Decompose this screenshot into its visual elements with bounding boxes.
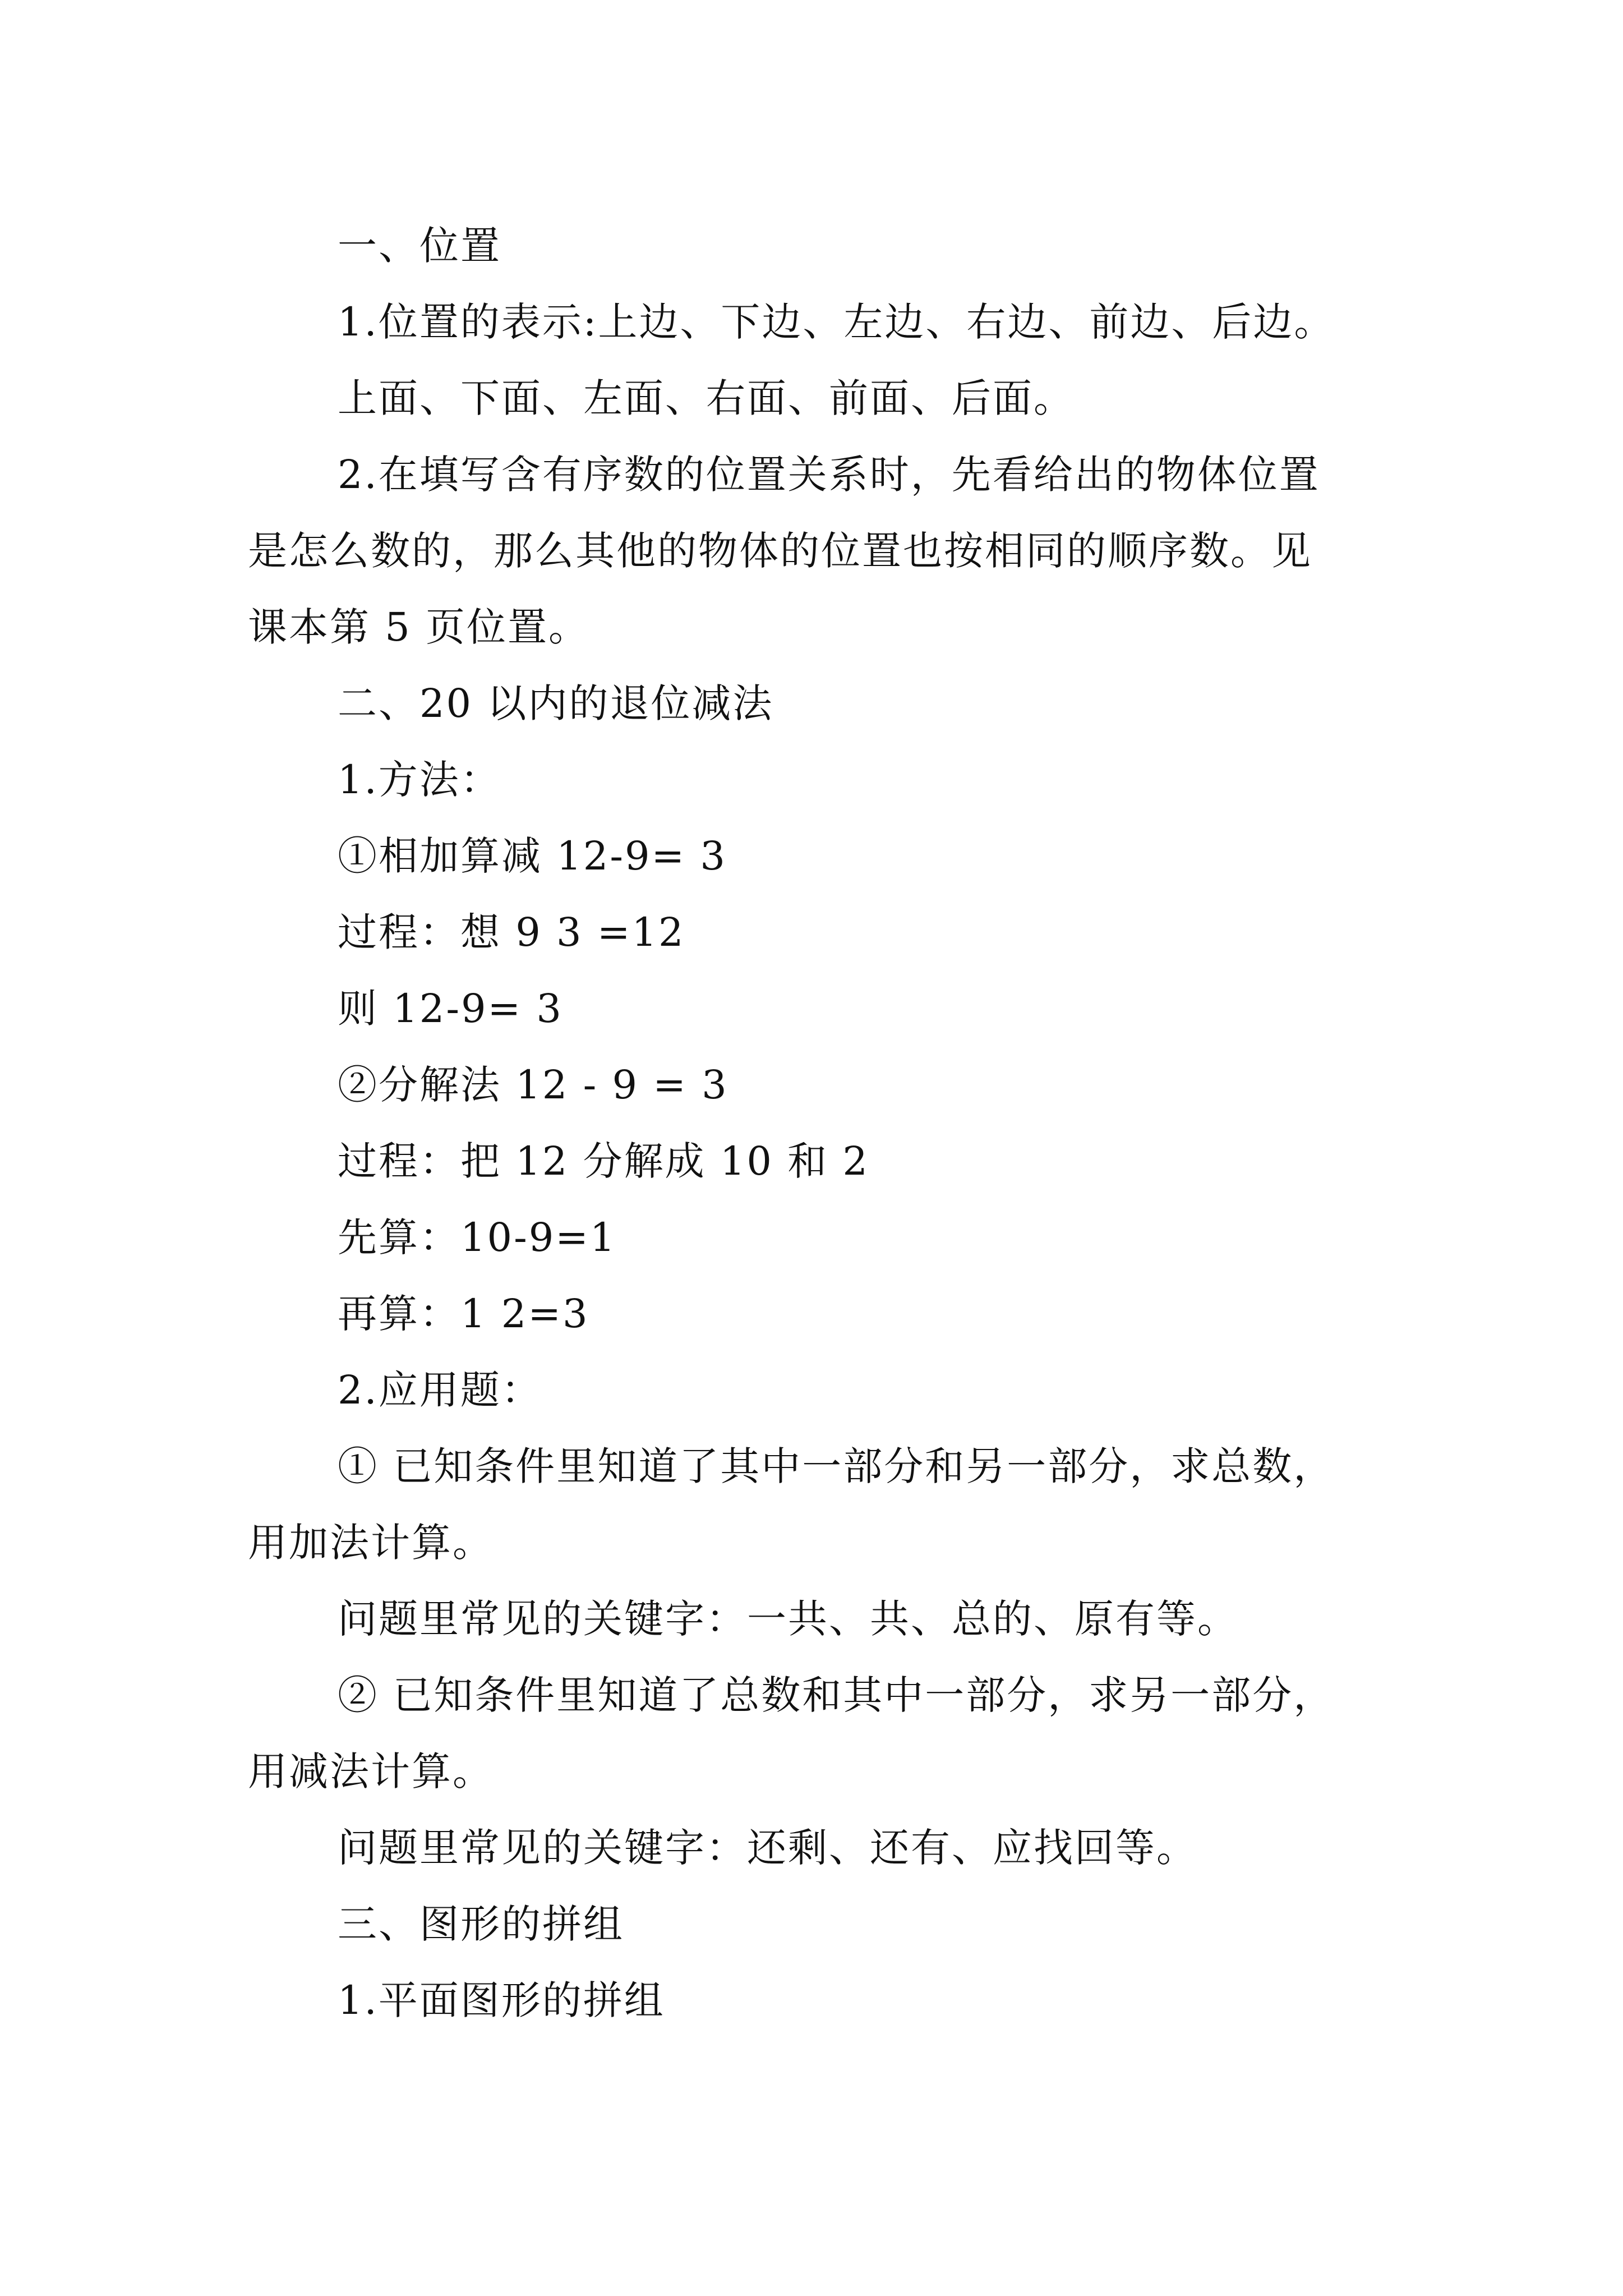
paragraph-line: 2.应用题： — [338, 1367, 542, 1413]
paragraph-line: ②分解法 12 - 9 = 3 — [338, 1062, 728, 1108]
paragraph-line: 1.位置的表示:上边、下边、左边、右边、前边、后边。 — [338, 299, 1335, 345]
paragraph-line: ①相加算减 12-9= 3 — [338, 833, 727, 879]
paragraph-line: ② 已知条件里知道了总数和其中一部分，求另一部分， — [338, 1672, 1335, 1718]
section-heading-position: 一、位置 — [338, 223, 501, 269]
paragraph-line: 问题里常见的关键字：一共、共、总的、原有等。 — [338, 1596, 1238, 1642]
document-body — [248, 208, 1381, 2039]
paragraph-line: 是怎么数的，那么其他的物体的位置也按相同的顺序数。见 — [248, 528, 1312, 574]
paragraph-line: 过程：想 9 3 =12 — [338, 909, 685, 955]
paragraph-line: 课本第 5 页位置。 — [248, 604, 590, 650]
paragraph-line: 用减法计算。 — [248, 1749, 494, 1795]
paragraph-line: 1.平面图形的拼组 — [338, 1977, 665, 2023]
paragraph-line: 用加法计算。 — [248, 1520, 494, 1566]
paragraph-line: 1.方法： — [338, 757, 501, 803]
paragraph-line: 问题里常见的关键字：还剩、还有、应找回等。 — [338, 1825, 1197, 1871]
paragraph-line: ① 已知条件里知道了其中一部分和另一部分，求总数， — [338, 1443, 1335, 1489]
paragraph-line: 则 12-9= 3 — [338, 986, 563, 1032]
paragraph-line: 过程：把 12 分解成 10 和 2 — [338, 1138, 869, 1184]
section-heading-subtraction: 二、20 以内的退位减法 — [338, 680, 774, 726]
paragraph-line: 再算：1 2=3 — [338, 1291, 589, 1337]
paragraph-line: 上面、下面、左面、右面、前面、后面。 — [338, 375, 1075, 421]
paragraph-line: 先算：10-9=1 — [338, 1214, 617, 1260]
paragraph-line: 2.在填写含有序数的位置关系时，先看给出的物体位置 — [338, 452, 1320, 498]
section-heading-shapes: 三、图形的拼组 — [338, 1901, 624, 1947]
